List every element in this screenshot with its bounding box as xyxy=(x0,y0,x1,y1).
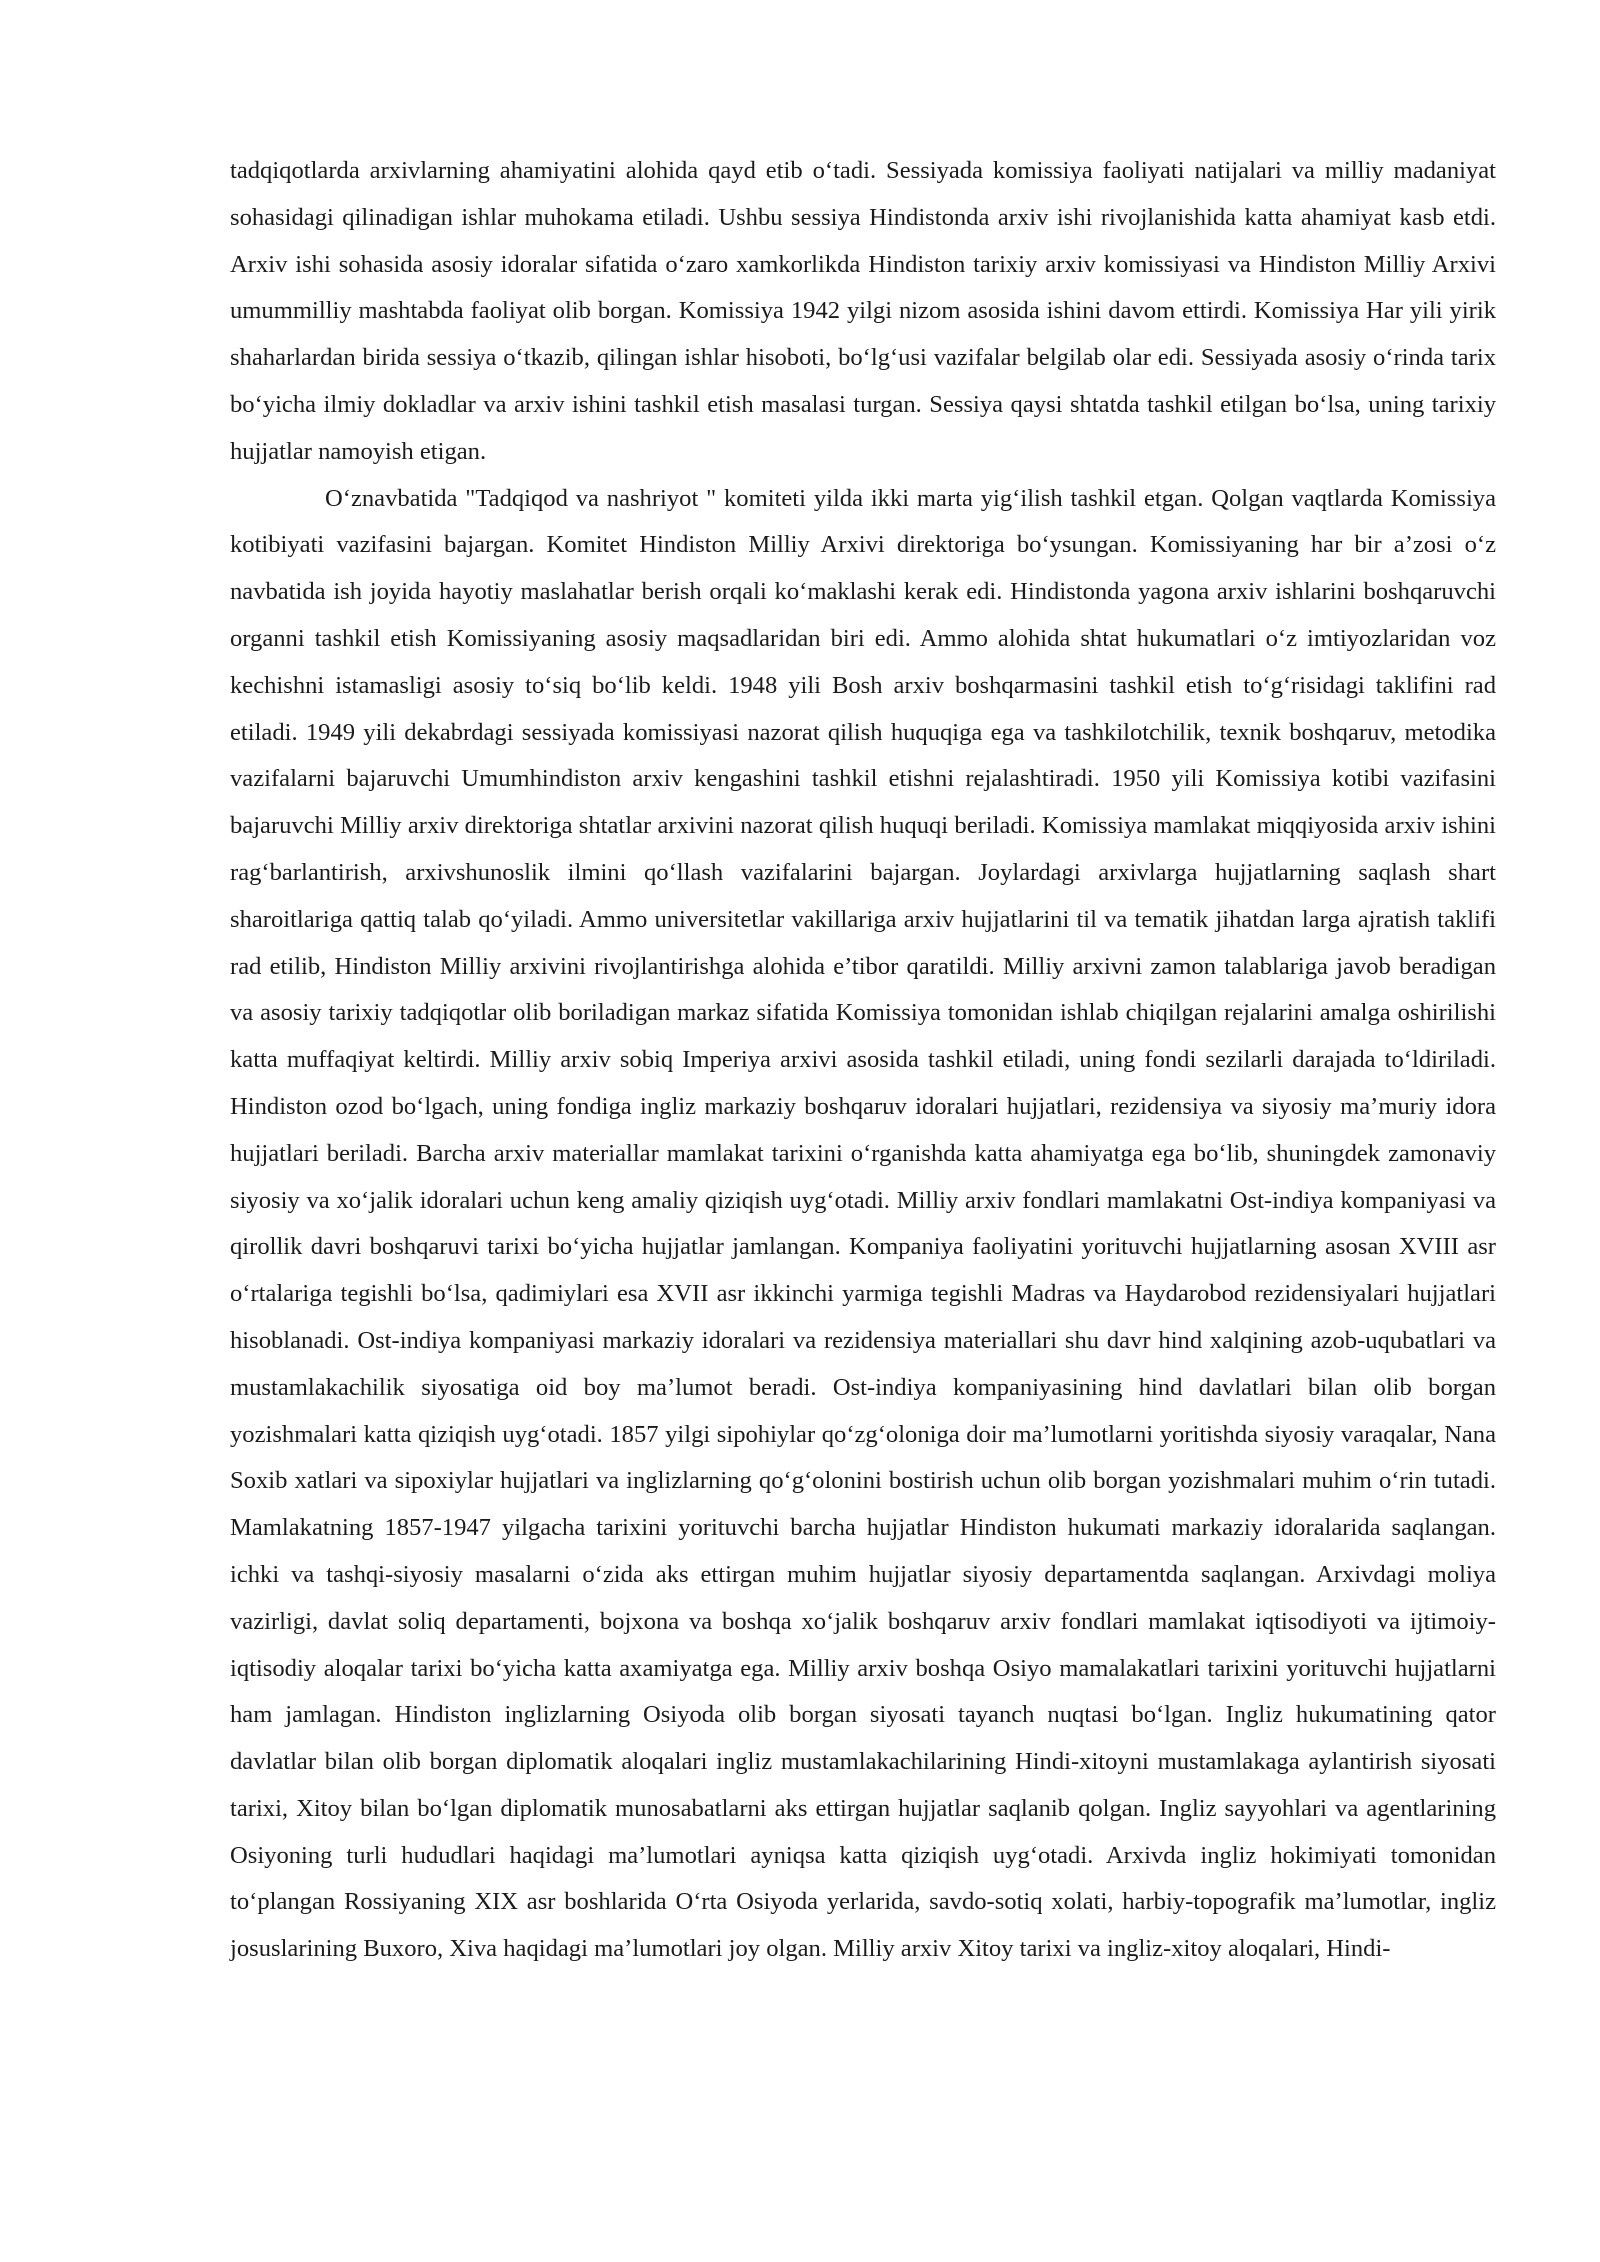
paragraph-2: O‘znavbatida "Tadqiqod va nashriyot " komiteti yilda ikki marta yig‘ilish tashkil etgan. Qolgan vaqtlarda Komissiya kotibiyati vazifasini bajargan. Komitet Hindiston Milliy Arxivi direktoriga bo‘ysungan. Komissiyaning har bir a’zosi o‘z navbatida ish joyida hayotiy maslahatlar berish orqali ko‘maklashi kerak edi. Hindistonda yagona arxiv ishlarini boshqaruvchi organni tashkil etish Komissiyaning asosiy maqsadlaridan biri edi. Ammo alohida shtat hukumatlari o‘z imtiyozlaridan voz kechishni istamasligi asosiy to‘siq bo‘lib keldi. 1948 yili Bosh arxiv boshqarmasini tashkil etish to‘g‘risidagi taklifini rad etiladi. 1949 yili dekabrdagi sessiyada komissiyasi nazorat qilish huquqiga ega va tashkilotchilik, texnik boshqaruv, metodika vazifalarni bajaruvchi Umumhindiston arxiv kengashini tashkil etishni rejalashtiradi. 1950 yili Komissiya kotibi vazifasini bajaruvchi Milliy arxiv direktoriga shtatlar arxivini nazorat qilish huquqi beriladi. Komissiya mamlakat miqqiyosida arxiv ishini rag‘barlantirish, arxivshunoslik ilmini qo‘llash vazifalarini bajargan. Joylardagi arxivlarga hujjatlarning saqlash shart sharoitlariga qattiq talab qo‘yiladi. Ammo universitetlar vakillariga arxiv hujjatlarini til va tematik jihatdan larga ajratish taklifi rad etilib, Hindiston Milliy arxivini rivojlantirishga alohida e’tibor qaratildi. Milliy arxivni zamon talablariga javob beradigan va asosiy tarixiy tadqiqotlar olib boriladigan markaz sifatida Komissiya tomonidan ishlab chiqilgan rejalarini amalga oshirilishi katta muffaqiyat keltirdi. Milliy arxiv sobiq Imperiya arxivi asosida tashkil etiladi, uning fondi sezilarli darajada to‘ldiriladi. Hindiston ozod bo‘lgach, uning fondiga ingliz markaziy boshqaruv idoralari hujjatlari, rezidensiya va siyosiy ma’muriy idora hujjatlari beriladi. Barcha arxiv materiallar mamlakat tarixini o‘rganishda katta ahamiyatga ega bo‘lib, shuningdek zamonaviy siyosiy va xo‘jalik idoralari uchun keng amaliy qiziqish uyg‘otadi. Milliy arxiv fondlari mamlakatni Ost-indiya kompaniyasi va qirollik davri boshqaruvi tarixi bo‘yicha hujjatlar jamlangan. Kompaniya faoliyatini yorituvchi hujjatlarning asosan XVIII asr o‘rtalariga tegishli bo‘lsa, qadimiylari esa XVII asr ikkinchi yarmiga tegishli Madras va Haydarobod rezidensiyalari hujjatlari hisoblanadi. Ost-indiya kompaniyasi markaziy idoralari va rezidensiya materiallari shu davr hind xalqining azob-uqubatlari va mustamlakachilik siyosatiga oid boy ma’lumot beradi. Ost-indiya kompaniyasining hind davlatlari bilan olib borgan yozishmalari katta qiziqish uyg‘otadi. 1857 yilgi sipohiylar qo‘zg‘oloniga doir ma’lumotlarni yoritishda siyosiy varaqalar, Nana Soxib xatlari va sipoxiylar hujjatlari va inglizlarning qo‘g‘olonini bostirish uchun olib borgan yozishmalari muhim o‘rin tutadi. Mamlakatning 1857-1947 yilgacha tarixini yorituvchi barcha hujjatlar Hindiston hukumati markaziy idoralarida saqlangan. ichki va tashqi-siyosiy masalarni o‘zida aks ettirgan muhim hujjatlar siyosiy departamentda saqlangan. Arxivdagi moliya vazirligi, davlat soliq departamenti, bojxona va boshqa xo‘jalik boshqaruv arxiv fondlari mamlakat iqtisodiyoti va ijtimoiy-iqtisodiy aloqalar tarixi bo‘yicha katta axamiyatga ega. Milliy arxiv boshqa Osiyo mamalakatlari tarixini yorituvchi hujjatlarni ham jamlagan. Hindiston inglizlarning Osiyoda olib borgan siyosati tayanch nuqtasi bo‘lgan. Ingliz hukumatining qator davlatlar bilan olib borgan diplomatik aloqalari ingliz mustamlakachilarining Hindi-xitoyni mustamlakaga aylantirish siyosati tarixi, Xitoy bilan bo‘lgan diplomatik munosabatlarni aks ettirgan hujjatlar saqlanib qolgan. Ingliz sayyohlari va agentlarining Osiyoning turli hududlari haqidagi ma’lumotlari ayniqsa katta qiziqish uyg‘otadi. Arxivda ingliz hokimiyati tomonidan to‘plangan Rossiyaning XIX asr boshlarida O‘rta Osiyoda yerlarida, savdo-sotiq xolati, harbiy-topografik ma’lumotlar, ingliz josuslarining Buxoro, Xiva haqidagi ma’lumotlari joy olgan. Milliy arxiv Xitoy tarixi va ingliz-xitoy aloqalari, Hindi- xyxy=(230,484,1496,1963)
paragraph-1: tadqiqotlarda arxivlarning ahamiyatini alohida qayd etib o‘tadi. Sessiyada komissiya faoliyati natijalari va milliy madaniyat sohasidagi qilinadigan ishlar muhokama etiladi. Ushbu sessiya Hindistonda arxiv ishi rivojlanishida katta ahamiyat kasb etdi. Arxiv ishi sohasida asosiy idoralar sifatida o‘zaro xamkorlikda Hindiston tarixiy arxiv komissiyasi va Hindiston Milliy Arxivi umummilliy mashtabda faoliyat olib borgan. Komissiya 1942 yilgi nizom asosida ishini davom ettirdi. Komissiya Har yili yirik shaharlardan birida sessiya o‘tkazib, qilingan ishlar hisoboti, bo‘lg‘usi vazifalar belgilab olar edi. Sessiyada asosiy o‘rinda tarix bo‘yicha ilmiy dokladlar va arxiv ishini tashkil etish masalasi turgan. Sessiya qaysi shtatda tashkil etilgan bo‘lsa, uning tarixiy hujjatlar namoyish etigan. xyxy=(230,157,1496,465)
document-page xyxy=(230,148,1496,1973)
